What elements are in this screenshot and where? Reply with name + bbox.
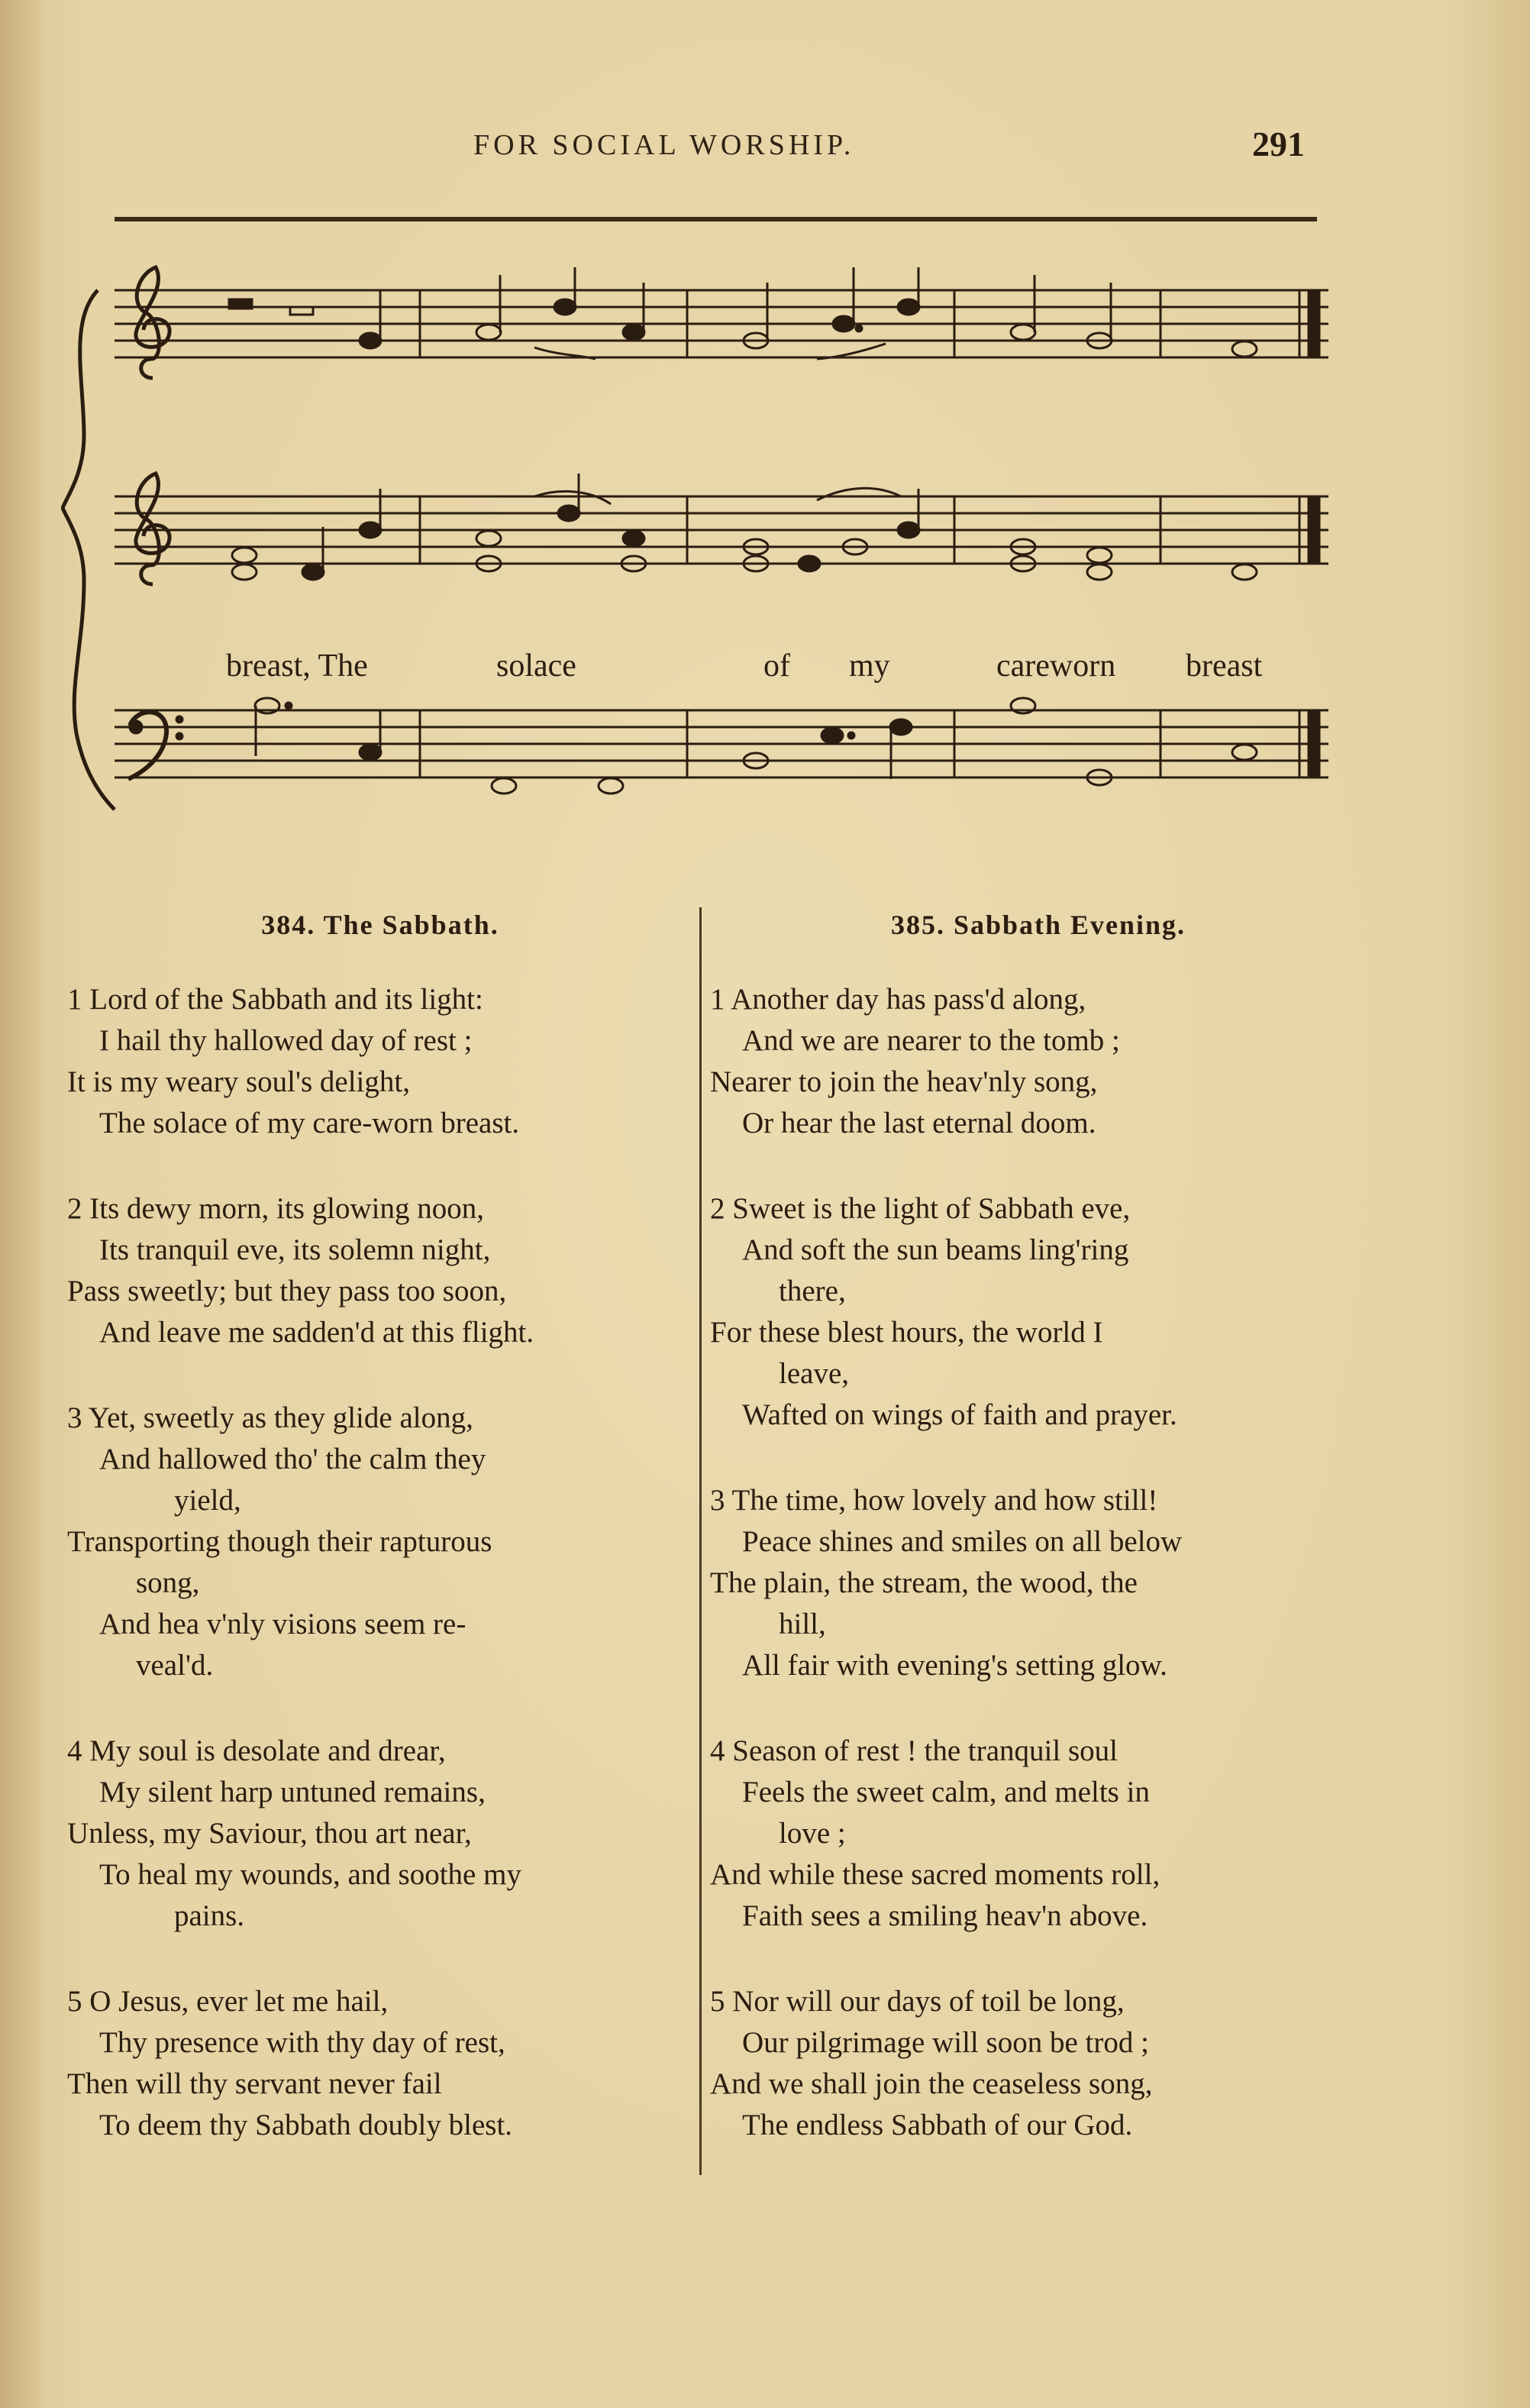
music-score bbox=[61, 244, 1359, 855]
verse-line: And leave me sadden'd at this flight. bbox=[99, 1316, 534, 1349]
verse-line: My silent harp untuned remains, bbox=[99, 1776, 486, 1808]
verse-line: I hail thy hallowed day of rest ; bbox=[99, 1024, 473, 1057]
verse-line: Faith sees a smiling heav'n above. bbox=[742, 1899, 1148, 1932]
verse-line: Unless, my Saviour, thou art near, bbox=[67, 1817, 472, 1850]
verse-line: hill, bbox=[779, 1608, 826, 1640]
lyric-word: breast bbox=[1186, 648, 1263, 684]
verse-line: 2 Its dewy morn, its glowing noon, bbox=[67, 1192, 484, 1225]
stanza-4 bbox=[710, 1731, 1367, 1937]
verse-line: 1 Lord of the Sabbath and its light: bbox=[67, 983, 483, 1016]
verse-line: The plain, the stream, the wood, the bbox=[710, 1566, 1138, 1599]
verse-line: yield, bbox=[174, 1484, 241, 1517]
verse-line: 3 The time, how lovely and how still! bbox=[710, 1484, 1158, 1517]
lyric-word: careworn bbox=[996, 648, 1116, 684]
header-rule bbox=[115, 217, 1317, 221]
verse-line: And we shall join the ceaseless song, bbox=[710, 2067, 1153, 2100]
lyric-word: solace bbox=[496, 648, 576, 684]
verse-line: To deem thy Sabbath doubly blest. bbox=[99, 2109, 513, 2141]
stanza-2 bbox=[67, 1188, 693, 1353]
stanza-2 bbox=[710, 1188, 1367, 1436]
verse-line: Or hear the last eternal doom. bbox=[742, 1107, 1096, 1139]
verse-line: 5 Nor will our days of toil be long, bbox=[710, 1985, 1125, 2018]
running-title: FOR SOCIAL WORSHIP. bbox=[473, 129, 855, 161]
hymn-384 bbox=[67, 909, 693, 2190]
verse-line: Feels the sweet calm, and melts in bbox=[742, 1776, 1150, 1808]
hymn-title: 384. The Sabbath. bbox=[261, 910, 499, 940]
verse-line: Transporting though their rapturous bbox=[67, 1525, 492, 1558]
verse-line: It is my weary soul's delight, bbox=[67, 1065, 410, 1098]
verse-line: And while these sacred moments roll, bbox=[710, 1858, 1160, 1891]
verse-line: Thy presence with thy day of rest, bbox=[99, 2026, 505, 2059]
stanza-3 bbox=[67, 1398, 693, 1686]
lyric-word: breast, The bbox=[226, 648, 368, 684]
verse-line: 1 Another day has pass'd along, bbox=[710, 983, 1086, 1016]
stanza-3 bbox=[710, 1480, 1367, 1686]
verse-line: pains. bbox=[174, 1899, 245, 1932]
verse-line: 4 My soul is desolate and drear, bbox=[67, 1734, 446, 1767]
verse-line: Our pilgrimage will soon be trod ; bbox=[742, 2026, 1149, 2059]
verse-line: To heal my wounds, and soothe my bbox=[99, 1858, 521, 1891]
stanza-4 bbox=[67, 1731, 693, 1937]
verse-line: Peace shines and smiles on all below bbox=[742, 1525, 1183, 1558]
hymn-title: 385. Sabbath Evening. bbox=[890, 910, 1186, 940]
verse-line: 2 Sweet is the light of Sabbath eve, bbox=[710, 1192, 1131, 1225]
verse-line: leave, bbox=[779, 1357, 850, 1390]
verse-line: 3 Yet, sweetly as they glide along, bbox=[67, 1401, 473, 1434]
verse-line: Pass sweetly; but they pass too soon, bbox=[67, 1275, 507, 1307]
page-edge-shadow bbox=[0, 0, 46, 2408]
verse-line: veal'd. bbox=[136, 1649, 214, 1682]
verse-line: song, bbox=[136, 1566, 200, 1599]
stanza-5 bbox=[67, 1981, 693, 2146]
page-number: 291 bbox=[1252, 124, 1305, 163]
verse-line: And hallowed tho' the calm they bbox=[99, 1443, 486, 1476]
verse-line: Wafted on wings of faith and prayer. bbox=[742, 1398, 1177, 1431]
verse-line: And soft the sun beams ling'ring bbox=[742, 1233, 1129, 1266]
verse-line: Its tranquil eve, its solemn night, bbox=[99, 1233, 491, 1266]
verse-line: And hea v'nly visions seem re- bbox=[99, 1608, 466, 1640]
verse-line: love ; bbox=[779, 1817, 846, 1850]
verse-line: And we are nearer to the tomb ; bbox=[742, 1024, 1120, 1057]
verse-line: The solace of my care-worn breast. bbox=[99, 1107, 520, 1139]
verse-line: For these blest hours, the world I bbox=[710, 1316, 1103, 1349]
verse-line: 5 O Jesus, ever let me hail, bbox=[67, 1985, 389, 2018]
verse-line: All fair with evening's setting glow. bbox=[742, 1649, 1167, 1682]
stanza-1 bbox=[710, 979, 1367, 1144]
verse-line: Nearer to join the heav'nly song, bbox=[710, 1065, 1098, 1098]
verse-line: The endless Sabbath of our God. bbox=[742, 2109, 1133, 2141]
stanza-5 bbox=[710, 1981, 1367, 2146]
stanza-1 bbox=[67, 979, 693, 1144]
staff-treble-1 bbox=[115, 290, 1328, 357]
hymn-385 bbox=[710, 909, 1367, 2190]
verse-line: there, bbox=[779, 1275, 846, 1307]
column-divider bbox=[699, 907, 702, 2175]
lyric-word: my bbox=[849, 648, 890, 684]
verse-line: Then will thy servant never fail bbox=[67, 2067, 442, 2100]
verse-line: 4 Season of rest ! the tranquil soul bbox=[710, 1734, 1118, 1767]
lyric-word: of bbox=[763, 648, 790, 684]
page-header bbox=[0, 124, 1530, 182]
